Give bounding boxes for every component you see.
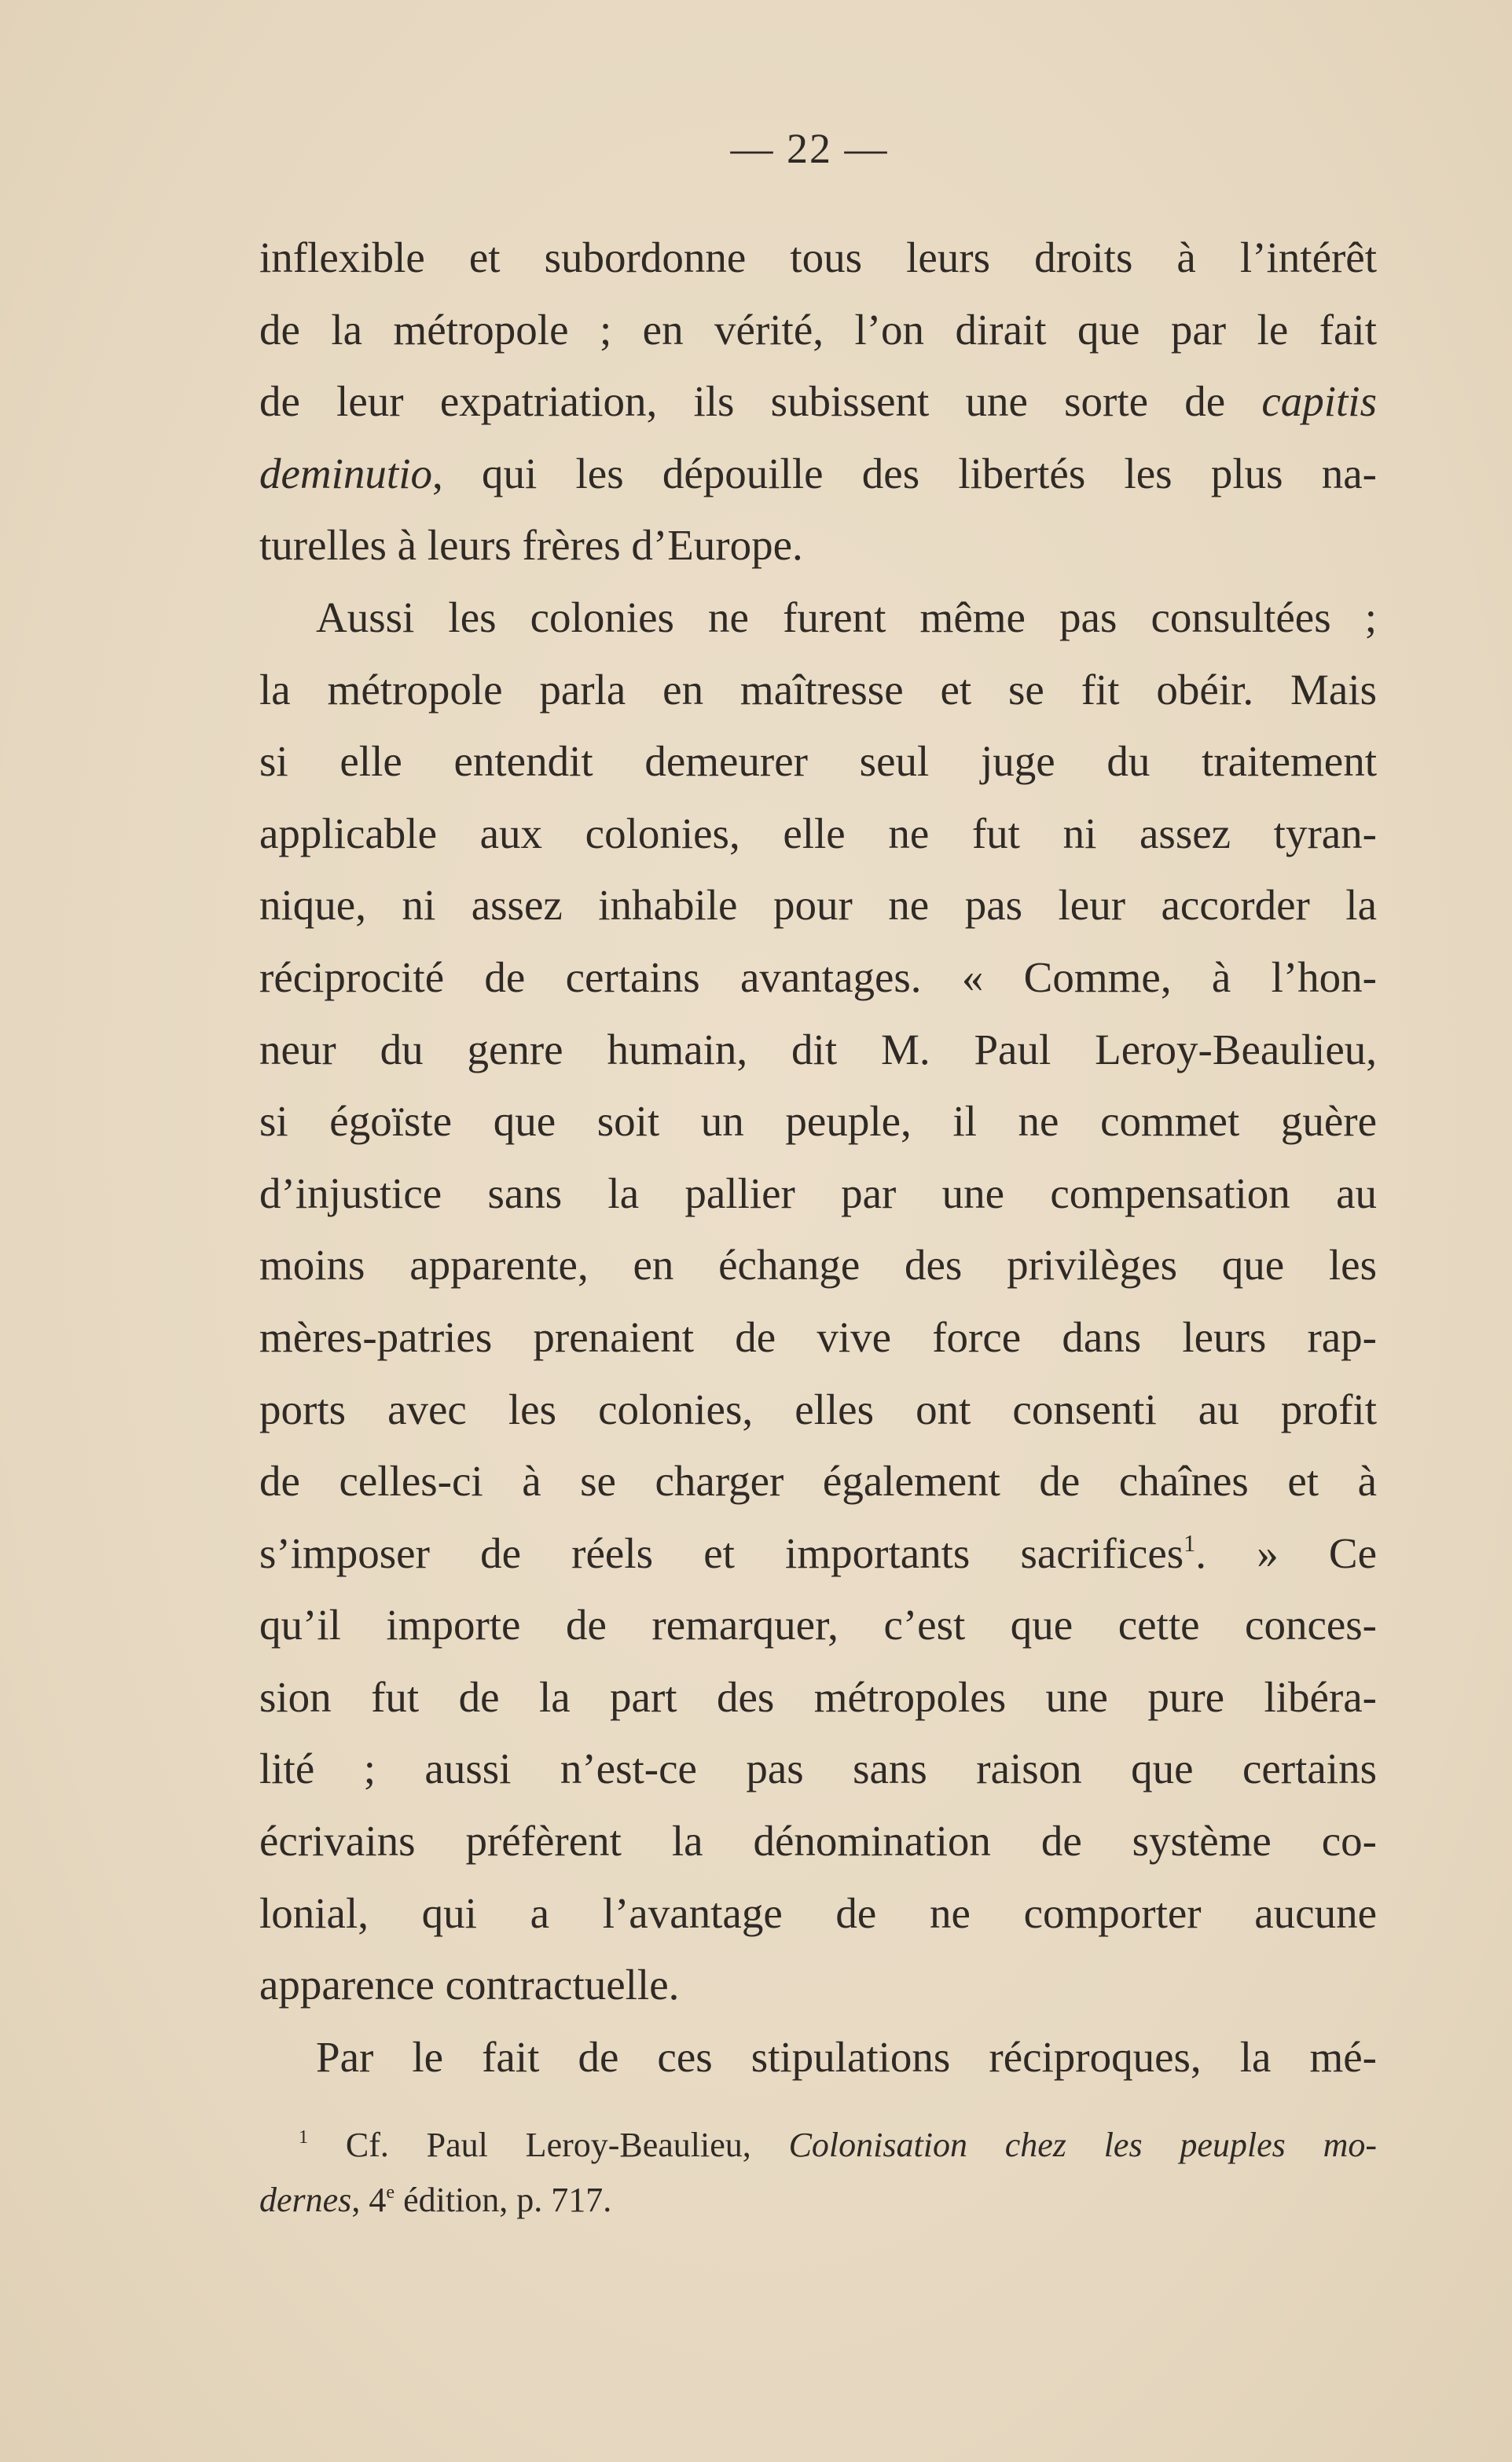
text-line	[259, 582, 1377, 654]
body-text	[259, 222, 1377, 2093]
text-span: lonial, qui a l’avantage de ne comporter aucune	[259, 1888, 1377, 1937]
text-span: sion fut de la part des métropoles une pure libéra-	[259, 1672, 1377, 1721]
text-line	[259, 1229, 1377, 1301]
text-span: si elle entendit demeurer seul juge du traitement	[259, 737, 1377, 786]
text-span: si égoïste que soit un peuple, il ne commet guère	[259, 1097, 1377, 1146]
text-span: applicable aux colonies, elle ne fut ni assez tyran-	[259, 809, 1377, 857]
text-span: turelles à leurs frères d’Europe.	[259, 521, 803, 570]
text-line	[259, 1085, 1377, 1158]
superscript: 1	[299, 2126, 309, 2148]
text-line	[259, 1158, 1377, 1230]
text-line	[259, 1949, 1377, 2021]
text-span: , 4	[351, 2181, 387, 2219]
text-line	[259, 1374, 1377, 1446]
text-span: s’imposer de réels et importants sacrifices	[259, 1528, 1184, 1577]
text-span: nique, ni assez inhabile pour ne pas leur accorder la	[259, 881, 1377, 930]
text-line	[259, 941, 1377, 1014]
superscript: e	[386, 2181, 395, 2203]
text-line	[259, 869, 1377, 941]
italic-text: capitis	[1261, 377, 1377, 426]
text-span: d’injustice sans la pallier par une compensation au	[259, 1169, 1377, 1217]
text-span: de celles-ci à se charger également de chaînes et à	[259, 1457, 1377, 1506]
text-span: Aussi les colonies ne furent même pas consultées ;	[316, 593, 1377, 641]
text-span: , qui les dépouille des libertés les plus na-	[431, 449, 1377, 497]
text-span: inflexible et subordonne tous leurs droits à l’intérêt	[259, 233, 1377, 281]
text-line	[259, 1301, 1377, 1374]
page-number: — 22 —	[730, 125, 889, 172]
text-line	[259, 725, 1377, 798]
footnote-line	[259, 2118, 1377, 2173]
text-span: qu’il importe de remarquer, c’est que cette conces-	[259, 1601, 1377, 1649]
text-span: neur du genre humain, dit M. Paul Leroy-Beaulieu,	[259, 1025, 1377, 1073]
text-line	[259, 1014, 1377, 1086]
italic-text: Colonisation chez les peuples mo-	[788, 2126, 1377, 2164]
text-line	[259, 294, 1377, 366]
text-span: Cf. Paul Leroy-Beaulieu,	[308, 2126, 789, 2164]
text-span: la métropole parla en maîtresse et se fit obéir. Mais	[259, 665, 1377, 714]
text-line	[259, 1877, 1377, 1950]
text-line	[259, 509, 1377, 582]
text-span: lité ; aussi n’est-ce pas sans raison que certains	[259, 1745, 1377, 1793]
text-span: réciprocité de certains avantages. « Comme, à l’hon-	[259, 952, 1377, 1001]
text-line	[259, 2021, 1377, 2093]
superscript: 1	[1184, 1529, 1196, 1557]
text-line	[259, 1805, 1377, 1877]
italic-text: deminutio	[259, 449, 432, 497]
text-span: mères-patries prenaient de vive force dans leurs rap-	[259, 1312, 1377, 1361]
text-line	[259, 1661, 1377, 1734]
text-line	[259, 1445, 1377, 1517]
text-line	[259, 1517, 1377, 1590]
text-span: . » Ce	[1195, 1528, 1377, 1577]
text-line	[259, 798, 1377, 870]
text-line	[259, 222, 1377, 294]
footnotes	[259, 2118, 1377, 2228]
text-line	[259, 1589, 1377, 1661]
text-span: Par le fait de ces stipulations réciproques, la mé-	[316, 2032, 1377, 2081]
text-line	[259, 1733, 1377, 1805]
text-span: apparence contractuelle.	[259, 1961, 680, 2009]
italic-text: dernes	[259, 2181, 352, 2219]
text-span: écrivains préfèrent la dénomination de système co-	[259, 1817, 1377, 1866]
text-span: de leur expatriation, ils subissent une sorte de	[259, 377, 1262, 426]
text-span: ports avec les colonies, elles ont consenti au profit	[259, 1385, 1377, 1433]
text-line	[259, 654, 1377, 726]
text-span: de la métropole ; en vérité, l’on dirait que par le fait	[259, 305, 1377, 354]
text-line	[259, 438, 1377, 510]
footnote-line	[259, 2173, 1377, 2228]
text-line	[259, 365, 1377, 438]
text-span: moins apparente, en échange des privilèges que les	[259, 1241, 1377, 1290]
text-span: édition, p. 717.	[395, 2181, 612, 2219]
